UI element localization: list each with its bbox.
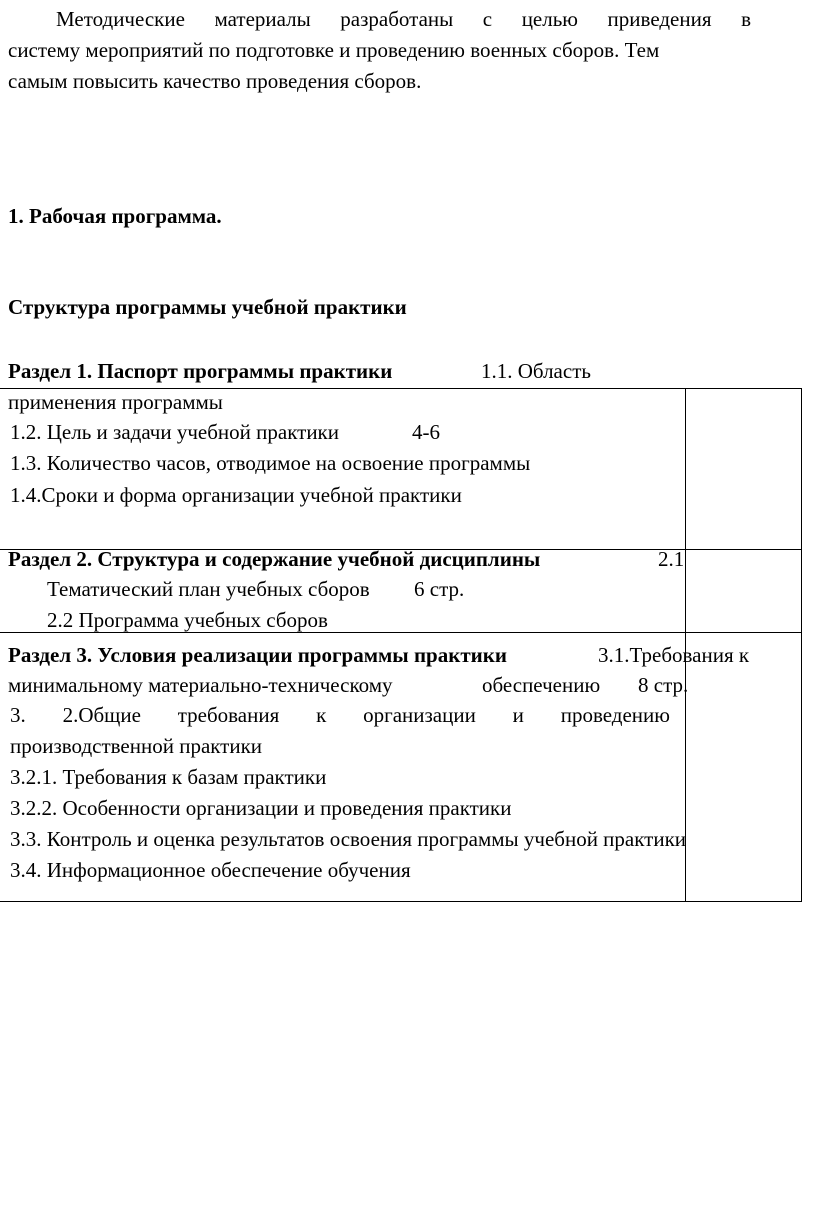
section3-item-3-2-1: 3.2.1. Требования к базам практики: [10, 765, 327, 789]
table-divider-2: [0, 632, 802, 633]
section3-item-3-2-word: требования: [177, 703, 280, 727]
section2-item-2-2: 2.2 Программа учебных сборов: [47, 608, 328, 632]
intro-line-2: систему мероприятий по подготовке и проведению военных сборов. Тем: [8, 38, 660, 62]
section3-item-3-2-b: производственной практики: [10, 734, 263, 758]
section3-item-3-1-b1: минимальному материально-техническому: [8, 673, 393, 697]
section3-item-3-1-b2: обеспечению: [482, 673, 601, 697]
section3-item-3-2-word: 3.: [10, 703, 26, 727]
section2-item-2-1-num: 2.1: [658, 547, 685, 571]
section3-item-3-2-2: 3.2.2. Особенности организации и проведения практики: [10, 796, 512, 820]
section3-item-3-3: 3.3. Контроль и оценка результатов освоения программы учебной практики: [10, 827, 687, 851]
section3-item-3-1-pages: 8 стр.: [638, 673, 689, 697]
section3-item-3-4: 3.4. Информационное обеспечение обучения: [10, 858, 411, 882]
section3-item-3-2-word: и: [512, 703, 524, 727]
section1-item-1-1-a: 1.1. Область: [481, 359, 591, 383]
section3-title: Раздел 3. Условия реализации программы практики: [8, 643, 507, 667]
heading-structure: Структура программы учебной практики: [8, 295, 407, 319]
intro-line-3: самым повысить качество проведения сборов.: [8, 69, 422, 93]
section3-item-3-2-word: к: [316, 703, 327, 727]
section1-item-1-2: 1.2. Цель и задачи учебной практики: [10, 420, 339, 444]
section1-item-1-3: 1.3. Количество часов, отводимое на освоение программы: [10, 451, 531, 475]
section3-item-3-2-word: 2.Общие: [62, 703, 141, 727]
section2-item-2-1-pages: 6 стр.: [414, 577, 465, 601]
section3-item-3-2-a: [10, 705, 670, 726]
table-top-border: [0, 388, 802, 389]
section3-item-3-2-word: проведению: [560, 703, 670, 727]
section3-item-3-1-a: 3.1.Требования к: [598, 643, 750, 667]
section1-item-1-2-pages: 4-6: [412, 420, 440, 444]
heading-work-program: 1. Рабочая программа.: [8, 204, 222, 228]
table-right-border: [801, 388, 802, 901]
section1-title: Раздел 1. Паспорт программы практики: [8, 359, 393, 383]
section1-item-1-4: 1.4.Сроки и форма организации учебной практики: [10, 483, 462, 507]
intro-line-1: Методические материалы разработаны с целью приведения в: [56, 7, 751, 31]
section2-title: Раздел 2. Структура и содержание учебной дисциплины: [8, 547, 541, 571]
intro-paragraph: [8, 4, 751, 97]
section1-item-1-1-b: применения программы: [8, 390, 223, 414]
section3-item-3-2-word: организации: [363, 703, 476, 727]
section2-item-2-1-text: Тематический план учебных сборов: [47, 577, 370, 601]
table-bottom-border: [0, 901, 802, 902]
